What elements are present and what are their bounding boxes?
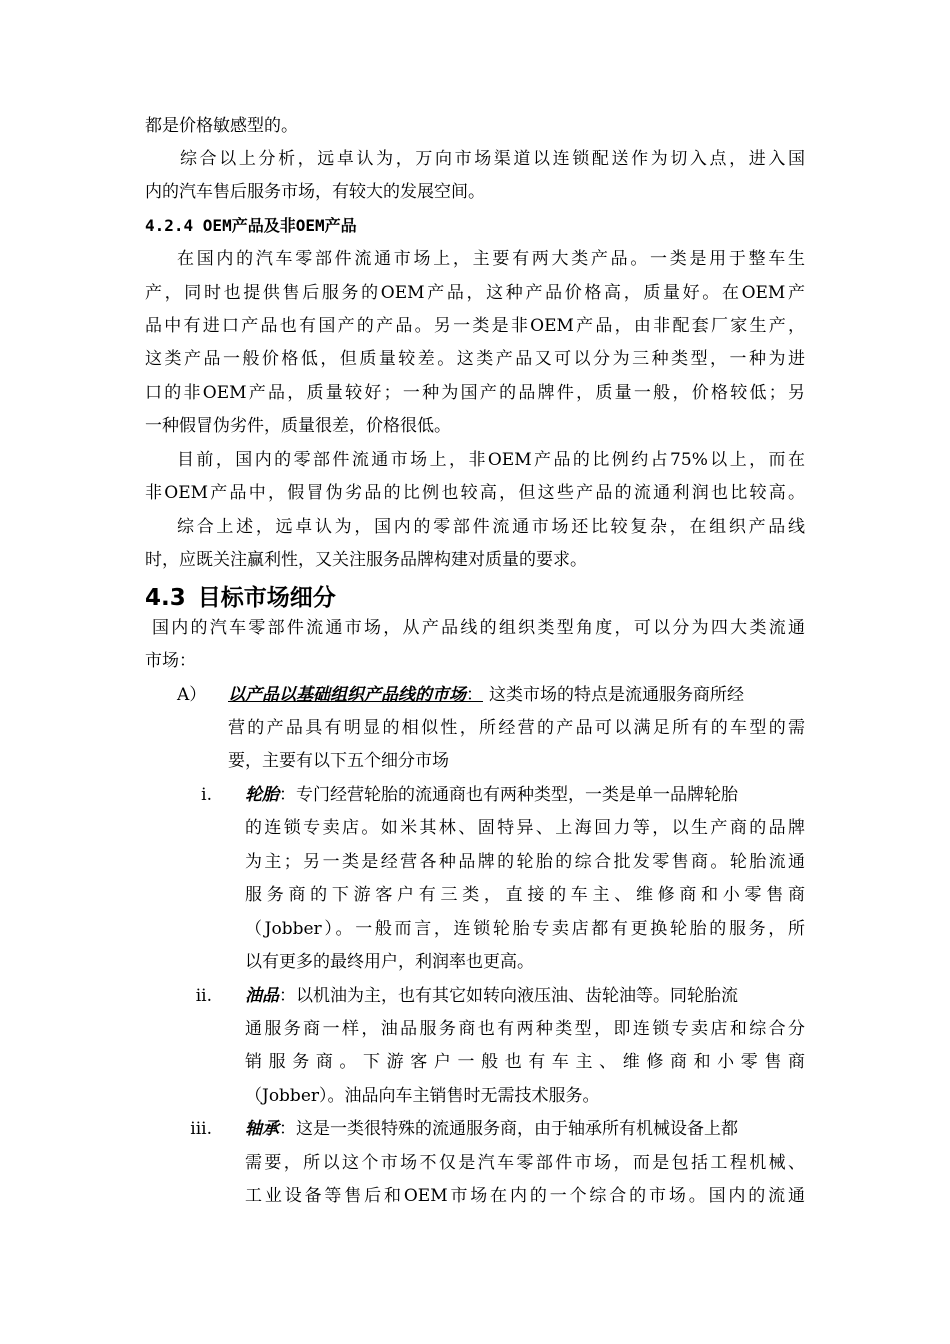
paragraph-line: 这类产品一般价格低，但质量较差。这类产品又可以分为三种类型，一种为进 [145,349,805,369]
list-item-ii-line: （Jobber）。油品向车主销售时无需技术服务。 [245,1086,600,1106]
list-item-a-term: 以产品以基础组织产品线的市场 [228,685,466,705]
paragraph-line: 在国内的汽车零部件流通市场上，主要有两大类产品。一类是用于整车生 [177,249,805,269]
list-item-i-text: ：专门经营轮胎的流通商也有两种类型，一类是单一品牌轮胎 [279,785,738,805]
section-heading-4-3 [145,583,336,613]
list-item-iii-term: 轴承 [245,1119,279,1139]
paragraph-line: 都是价格敏感型的。 [145,116,298,136]
list-item-ii-text: ：以机油为主，也有其它如转向液压油、齿轮油等。同轮胎流 [279,986,738,1006]
list-item-i-line: 的连锁专卖店。如米其林、固特异、上海回力等，以生产商的品牌 [245,818,805,838]
paragraph-line: 综合上述，远卓认为，国内的零部件流通市场还比较复杂，在组织产品线 [177,517,805,537]
list-marker-a: A） [177,685,207,705]
section-heading-4-2-4: 4.2.4 OEM产品及非OEM产品 [145,216,357,235]
list-item-a-line: 营的产品具有明显的相似性，所经营的产品可以满足所有的车型的需 [228,718,805,738]
list-item-iii-line: 工业设备等售后和OEM市场在内的一个综合的市场。国内的流通 [245,1186,805,1206]
paragraph-line: 综合以上分析，远卓认为，万向市场渠道以连锁配送作为切入点，进入国 [180,149,805,169]
paragraph-line: 市场： [145,651,196,671]
paragraph-line: 产，同时也提供售后服务的OEM产品，这种产品价格高，质量好。在OEM产 [145,283,805,303]
list-item-i-line [245,783,805,807]
section-number: 4.3 [145,585,186,611]
list-item-a-text: 这类市场的特点是流通服务商所经 [489,685,744,705]
paragraph-line: 目前，国内的零部件流通市场上，非OEM产品的比例约占75%以上，而在 [177,450,805,470]
paragraph-line: 国内的汽车零部件流通市场，从产品线的组织类型角度，可以分为四大类流通 [152,618,805,638]
list-item-ii-line: 销服务商。下游客户一般也有车主、维修商和小零售商 [245,1052,805,1072]
list-item-ii-term: 油品 [245,986,279,1006]
list-marker-i: i. [201,785,212,805]
list-item-iii-text: ：这是一类很特殊的流通服务商，由于轴承所有机械设备上都 [279,1119,738,1139]
list-item-a-colon: ： [466,685,483,705]
list-item-i-line: 服务商的下游客户有三类，直接的车主、维修商和小零售商 [245,885,805,905]
list-item-iii-line: 需要，所以这个市场不仅是汽车零部件市场，而是包括工程机械、 [245,1153,805,1173]
paragraph-line: 非OEM产品中，假冒伪劣品的比例也较高，但这些产品的流通利润也比较高。 [145,483,805,503]
list-item-ii-line: 通服务商一样，油品服务商也有两种类型，即连锁专卖店和综合分 [245,1019,805,1039]
list-item-iii-line [245,1117,805,1141]
list-marker-iii: iii. [190,1119,212,1139]
list-marker-ii: ii. [195,986,212,1006]
paragraph-line: 内的汽车售后服务市场，有较大的发展空间。 [145,182,485,202]
paragraph-line: 一种假冒伪劣件，质量很差，价格很低。 [145,416,451,436]
paragraph-line: 品中有进口产品也有国产的产品。另一类是非OEM产品，由非配套厂家生产， [145,316,805,336]
list-item-a-line: 要，主要有以下五个细分市场 [228,751,449,771]
list-item-i-term: 轮胎 [245,785,279,805]
list-item-ii-line [245,984,805,1008]
list-item-i-line: 以有更多的最终用户，利润率也更高。 [245,952,534,972]
paragraph-line: 口的非OEM产品，质量较好；一种为国产的品牌件，质量一般，价格较低；另 [145,383,805,403]
section-title: 目标市场细分 [197,585,336,611]
list-item-i-line: （Jobber）。一般而言，连锁轮胎专卖店都有更换轮胎的服务，所 [245,919,805,939]
paragraph-line: 时，应既关注赢利性，又关注服务品牌构建对质量的要求。 [145,550,587,570]
list-item-i-line: 为主；另一类是经营各种品牌的轮胎的综合批发零售商。轮胎流通 [245,852,805,872]
list-item-a-line [228,683,805,707]
